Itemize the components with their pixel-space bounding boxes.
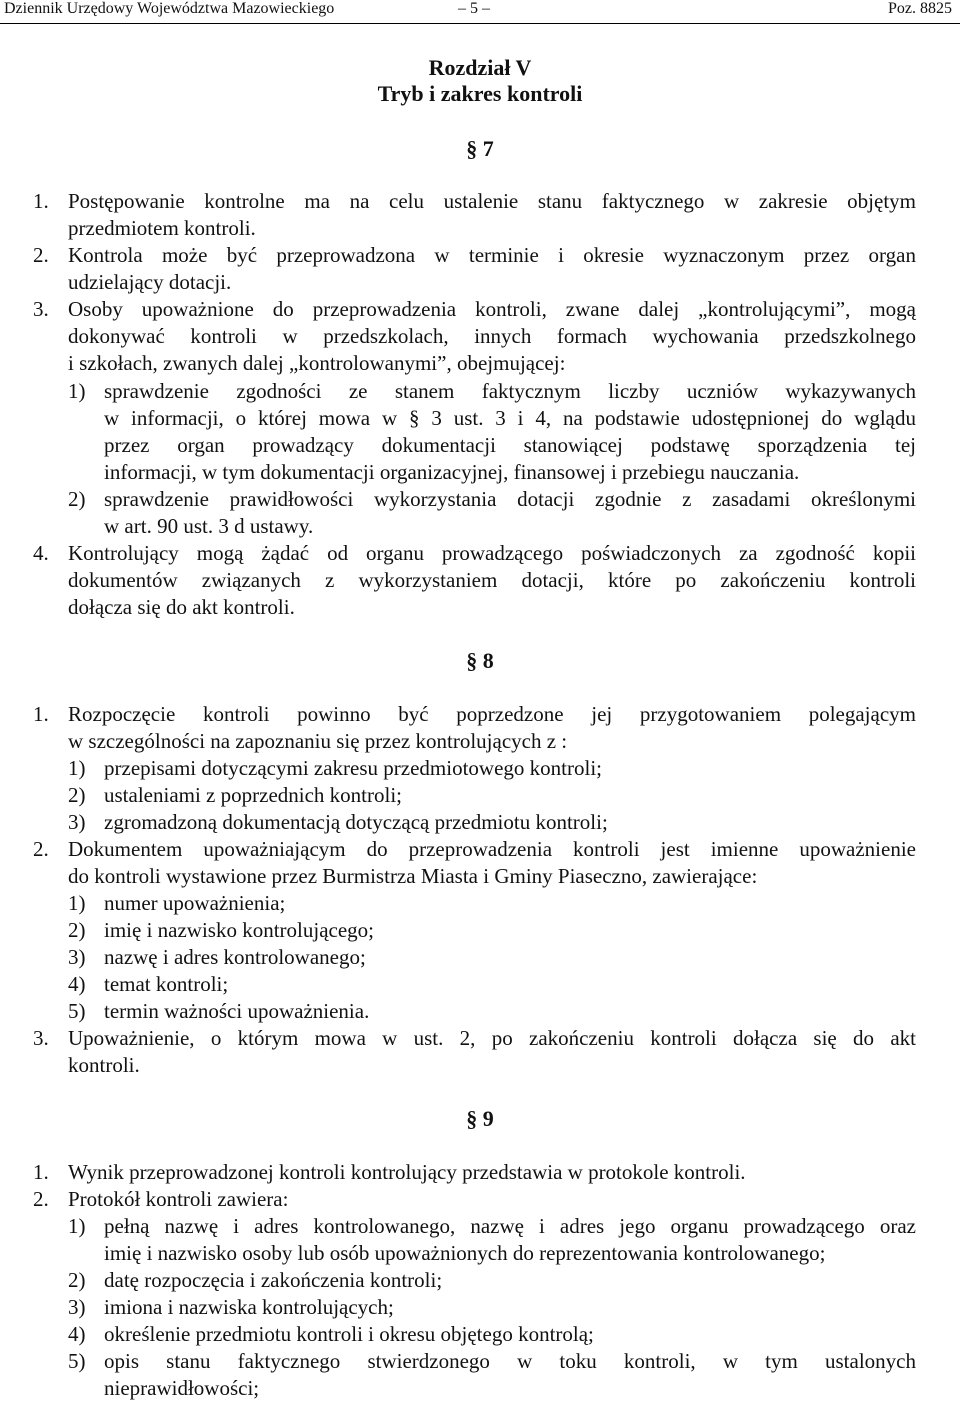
s7-subitem-text: w art. 90 ust. 3 d ustawy. [104, 514, 314, 538]
s9-subitem-text: pełną nazwę i adres kontrolowanego, nazwę i adres jego organu prowadzącego oraz [104, 1214, 916, 1238]
s7-item-text: i szkołach, zwanych dalej „kontrolowanymi”, obejmującej: [68, 351, 566, 375]
s7-item-number: 4. [33, 541, 49, 565]
s7-item-text: dokumentów związanych z wykorzystaniem dotacji, które po zakończeniu kontroli [68, 568, 916, 592]
s8-subitem-text: nazwę i adres kontrolowanego; [104, 945, 366, 969]
s7-item-text: Kontrolujący mogą żądać od organu prowadzącego poświadczonych za zgodność kopii [68, 541, 916, 565]
s7-item-number: 2. [33, 243, 49, 267]
s9-subitem-number: 4) [68, 1322, 86, 1346]
s9-subitem-text: nieprawidłowości; [104, 1376, 260, 1400]
s8-subitem-text: temat kontroli; [104, 972, 229, 996]
s8-subitem-text: zgromadzoną dokumentacją dotyczącą przedmiotu kontroli; [104, 810, 608, 834]
s7-item-number: 3. [33, 297, 49, 321]
s9-subitem-text: określenie przedmiotu kontroli i okresu objętego kontrolą; [104, 1322, 594, 1346]
s7-item-text: Postępowanie kontrolne ma na celu ustalenie stanu faktycznego w zakresie objętym [68, 189, 916, 213]
s8-subitem-number: 3) [68, 945, 86, 969]
s9-item-text: Protokół kontroli zawiera: [68, 1187, 289, 1211]
s9-item-number: 1. [33, 1160, 49, 1184]
s9-subitem-text: opis stanu faktycznego stwierdzonego w toku kontroli, w tym ustalonych [104, 1349, 916, 1373]
s8-item-text: do kontroli wystawione przez Burmistrza Miasta i Gminy Piaseczno, zawierające: [68, 864, 758, 888]
s7-item-text: dołącza się do akt kontroli. [68, 595, 295, 619]
s8-item-text: Dokumentem upoważniającym do przeprowadzenia kontroli jest imienne upoważnienie [68, 837, 916, 861]
s9-item-number: 2. [33, 1187, 49, 1211]
s7-item-text: Osoby upoważnione do przeprowadzenia kontroli, zwane dalej „kontrolującymi”, mogą [68, 297, 916, 321]
s7-subitem-text: informacji, w tym dokumentacji organizacyjnej, finansowej i przebiegu nauczania. [104, 460, 800, 484]
s8-subitem-number: 3) [68, 810, 86, 834]
section-9-heading: § 9 [466, 1106, 494, 1131]
s9-subitem-number: 3) [68, 1295, 86, 1319]
s7-item-text: dokonywać kontroli w przedszkolach, innych formach wychowania przedszkolnego [68, 324, 916, 348]
s8-subitem-number: 5) [68, 999, 86, 1023]
chapter-title: Rozdział V [428, 55, 532, 80]
s9-subitem-number: 1) [68, 1214, 86, 1238]
s7-item-text: udzielający dotacji. [68, 270, 232, 294]
page-number: – 5 – [458, 0, 490, 17]
chapter-subtitle: Tryb i zakres kontroli [377, 81, 583, 106]
s9-subitem-number: 5) [68, 1349, 86, 1373]
s7-subitem-text: przez organ prowadzący dokumentacji stanowiącej podstawę sporządzenia tej [104, 433, 916, 457]
position-number: Poz. 8825 [888, 0, 952, 17]
s8-subitem-text: ustaleniami z poprzednich kontroli; [104, 783, 402, 807]
s8-item-text: Upoważnienie, o którym mowa w ust. 2, po zakończeniu kontroli dołącza się do akt [68, 1026, 916, 1050]
s9-subitem-text: imię i nazwisko osoby lub osób upoważnionych do reprezentowania kontrolowanego; [104, 1241, 826, 1265]
s7-subitem-number: 2) [68, 487, 86, 511]
s7-subitem-text: sprawdzenie zgodności ze stanem faktycznym liczby uczniów wykazywanych [104, 379, 916, 403]
s8-subitem-number: 1) [68, 891, 86, 915]
s8-subitem-number: 2) [68, 783, 86, 807]
s8-subitem-text: imię i nazwisko kontrolującego; [104, 918, 375, 942]
s8-item-number: 1. [33, 702, 49, 726]
s7-subitem-text: sprawdzenie prawidłowości wykorzystania dotacji zgodnie z zasadami określonymi [104, 487, 916, 511]
s8-subitem-number: 1) [68, 756, 86, 780]
page-header [0, 0, 960, 24]
section-8-heading: § 8 [466, 648, 494, 673]
s8-item-text: w szczególności na zapoznaniu się przez kontrolujących z : [68, 729, 568, 753]
s8-item-number: 2. [33, 837, 49, 861]
s9-subitem-text: datę rozpoczęcia i zakończenia kontroli; [104, 1268, 443, 1292]
s9-item-text: Wynik przeprowadzonej kontroli kontrolujący przedstawia w protokole kontroli. [68, 1160, 746, 1184]
s8-subitem-number: 2) [68, 918, 86, 942]
s8-subitem-text: numer upoważnienia; [104, 891, 286, 915]
s7-item-text: przedmiotem kontroli. [68, 216, 256, 240]
s8-subitem-number: 4) [68, 972, 86, 996]
s9-subitem-number: 2) [68, 1268, 86, 1292]
s8-subitem-text: przepisami dotyczącymi zakresu przedmiotowego kontroli; [104, 756, 603, 780]
s8-item-number: 3. [33, 1026, 49, 1050]
journal-title: Dziennik Urzędowy Województwa Mazowieckiego [4, 0, 335, 17]
s7-item-text: Kontrola może być przeprowadzona w terminie i okresie wyznaczonym przez organ [68, 243, 916, 267]
s9-subitem-text: imiona i nazwiska kontrolujących; [104, 1295, 394, 1319]
s7-subitem-text: w informacji, o której mowa w § 3 ust. 3 i 4, na podstawie udostępnionej do wglądu [104, 406, 916, 430]
s7-item-number: 1. [33, 189, 49, 213]
s8-item-text: Rozpoczęcie kontroli powinno być poprzedzone jej przygotowaniem polegającym [68, 702, 916, 726]
section-7-heading: § 7 [466, 136, 494, 161]
s8-item-text: kontroli. [68, 1053, 140, 1077]
s7-subitem-number: 1) [68, 379, 86, 403]
s8-subitem-text: termin ważności upoważnienia. [104, 999, 370, 1023]
